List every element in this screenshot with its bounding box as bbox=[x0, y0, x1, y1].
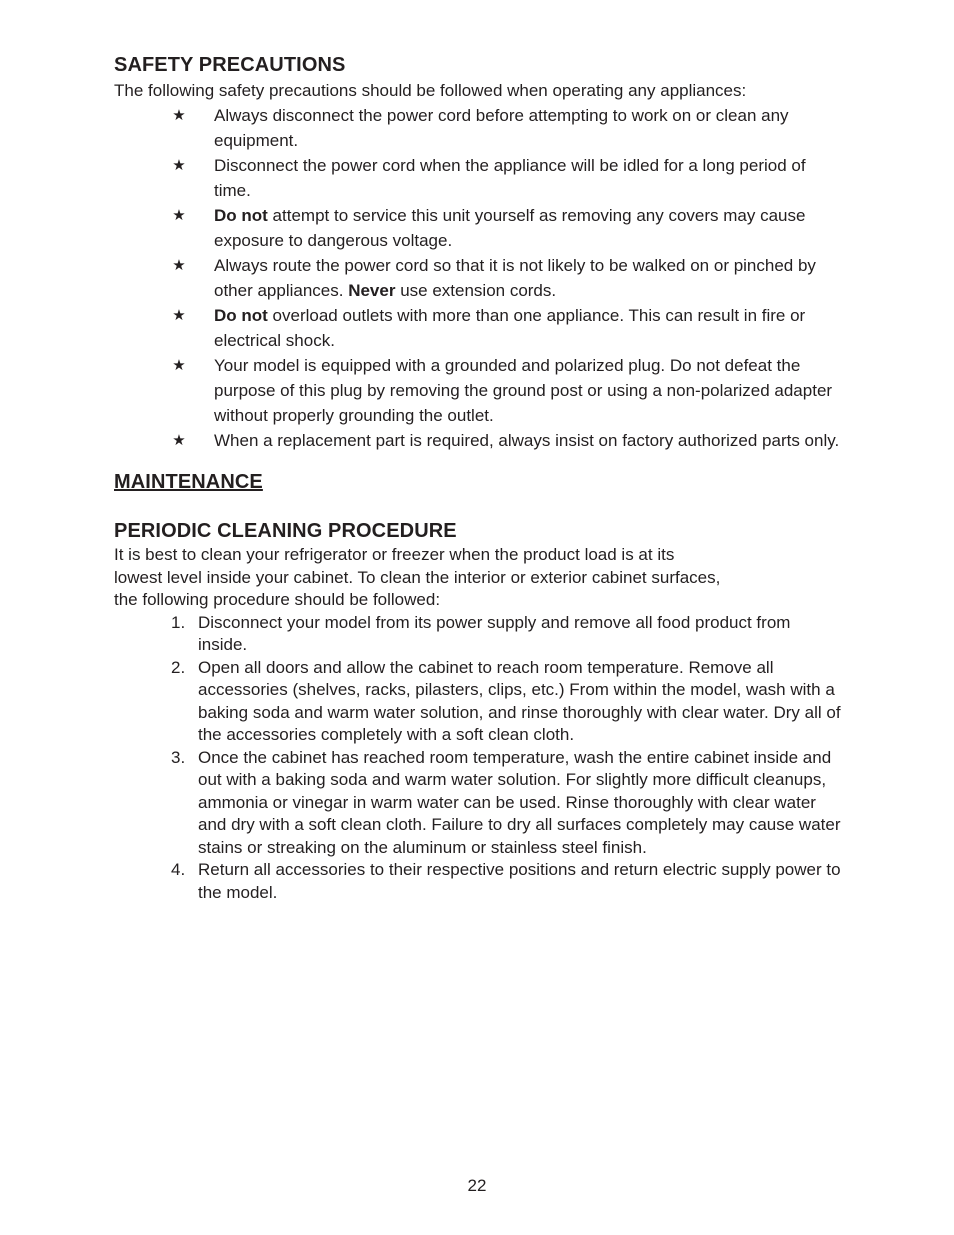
safety-item-text: Always route the power cord so that it is not likely to be walked on or pinched by other appliances. bbox=[214, 256, 816, 300]
step-number: 3. bbox=[171, 747, 186, 767]
star-bullet-icon: ★ bbox=[172, 107, 186, 124]
safety-item-text: Always disconnect the power cord before attempting to work on or clean any equipment. bbox=[214, 106, 789, 150]
cleaning-intro-line: lowest level inside your cabinet. To clean the interior or exterior cabinet surfaces, bbox=[114, 567, 721, 587]
cleaning-intro-line: the following procedure should be followed: bbox=[114, 590, 441, 609]
safety-item-emphasis: Do not bbox=[214, 206, 268, 225]
safety-item bbox=[114, 428, 844, 453]
safety-item bbox=[114, 353, 844, 428]
step-text: Open all doors and allow the cabinet to reach room temperature. Remove all accessories (shelves, racks, pilasters, clips, etc.) From within the model, wash with a baking soda and warm water solution, and rinse thoroughly with clear water. Dry all of the accessories completely with a soft clean cloth. bbox=[198, 657, 841, 744]
step-text: Return all accessories to their respective positions and return electric supply power to the model. bbox=[198, 860, 841, 902]
cleaning-step bbox=[114, 859, 844, 904]
safety-item-text: overload outlets with more than one appliance. This can result in fire or electrical shock. bbox=[214, 306, 806, 350]
cleaning-intro-line: It is best to clean your refrigerator or freezer when the product load is at its bbox=[114, 545, 675, 564]
step-number: 4. bbox=[171, 860, 186, 879]
safety-item-text: use extension cords. bbox=[395, 281, 557, 300]
step-number: 1. bbox=[171, 612, 186, 632]
star-bullet-icon: ★ bbox=[172, 207, 186, 224]
star-bullet-icon: ★ bbox=[172, 307, 186, 324]
star-bullet-icon: ★ bbox=[172, 157, 186, 174]
safety-list bbox=[114, 103, 844, 453]
step-number: 2. bbox=[171, 657, 186, 677]
safety-item-text: Disconnect the power cord when the appliance will be idled for a long period of time. bbox=[214, 156, 806, 200]
safety-item-emphasis: Never bbox=[348, 281, 396, 300]
cleaning-intro bbox=[114, 544, 804, 612]
safety-item-text: When a replacement part is required, always insist on factory authorized parts only. bbox=[214, 431, 840, 450]
maintenance-heading: MAINTENANCE bbox=[114, 471, 263, 493]
step-text: Once the cabinet has reached room temperature, wash the entire cabinet inside and out with a baking soda and warm water solution. For slightly more difficult cleanups, ammonia or vinegar in warm water can be used. Rinse thoroughly with clear water and dry with a soft clean cloth. Failure to dry all surfaces completely may cause water stains or streaking on the aluminum or stainless steel finish. bbox=[198, 747, 841, 857]
page-number: 22 bbox=[467, 1176, 487, 1195]
step-text: Disconnect your model from its power supply and remove all food product from inside. bbox=[198, 612, 791, 654]
safety-heading: SAFETY PRECAUTIONS bbox=[114, 54, 346, 76]
cleaning-step bbox=[114, 657, 844, 747]
safety-item-text: attempt to service this unit yourself as removing any covers may cause exposure to dangerous voltage. bbox=[214, 206, 806, 250]
safety-item-text: Your model is equipped with a grounded and polarized plug. Do not defeat the purpose of this plug by removing the ground post or using a non-polarized adapter without properly grounding the outlet. bbox=[214, 356, 833, 425]
cleaning-step bbox=[114, 747, 844, 860]
star-bullet-icon: ★ bbox=[172, 257, 186, 274]
safety-item-emphasis: Do not bbox=[214, 306, 268, 325]
safety-item bbox=[114, 303, 844, 353]
safety-item bbox=[114, 103, 844, 153]
cleaning-steps bbox=[114, 612, 844, 905]
safety-intro: The following safety precautions should be followed when operating any appliances: bbox=[114, 81, 747, 100]
safety-item bbox=[114, 253, 844, 303]
manual-page bbox=[114, 52, 844, 904]
cleaning-step bbox=[114, 612, 844, 657]
star-bullet-icon: ★ bbox=[172, 357, 186, 374]
safety-item bbox=[114, 203, 844, 253]
star-bullet-icon: ★ bbox=[172, 432, 186, 449]
safety-item bbox=[114, 153, 844, 203]
cleaning-heading: PERIODIC CLEANING PROCEDURE bbox=[114, 520, 457, 542]
